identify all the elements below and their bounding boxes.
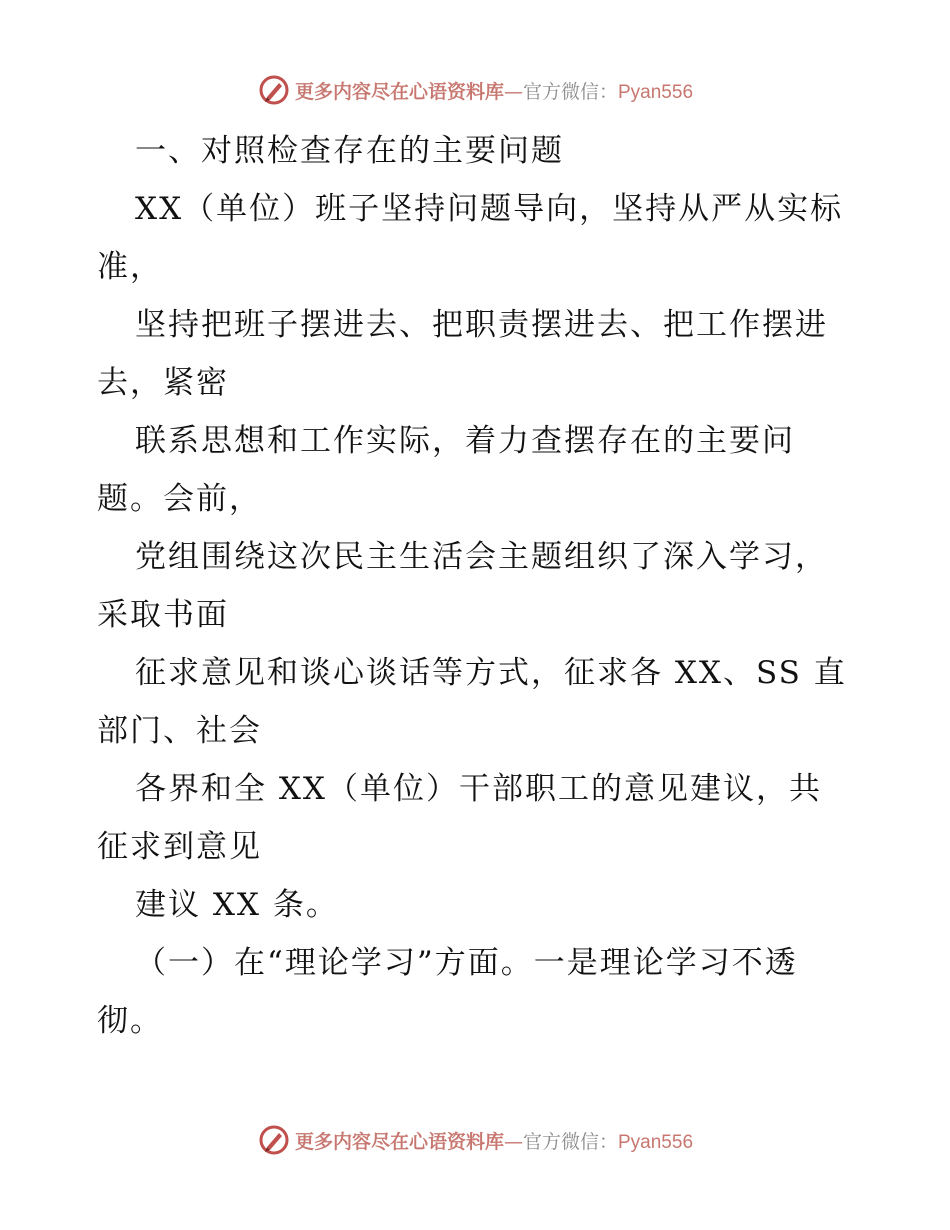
text-line: 一、对照检查存在的主要问题 (135, 133, 564, 169)
document-body (97, 122, 857, 1050)
text-line: 坚持把班子摆进去、把职责摆进去、把工作摆进 (135, 307, 828, 343)
watermark-main-text: 更多内容尽在心语资料库 (294, 1130, 504, 1153)
pen-logo-icon (257, 73, 291, 107)
watermark-dash: — (503, 1130, 523, 1153)
watermark-handle: Pyan556 (618, 1131, 694, 1153)
watermark-header (0, 70, 950, 110)
text-line: 联系思想和工作实际，着力查摆存在的主要问 (135, 423, 795, 459)
watermark-handle: Pyan556 (618, 81, 694, 103)
text-line: XX（单位）班子坚持问题导向，坚持从严从实标 (135, 191, 844, 227)
text-line: 建议 XX 条。 (135, 887, 339, 923)
text-line: 采取书面 (97, 597, 229, 633)
text-line: 去，紧密 (97, 365, 229, 401)
text-line: 彻。 (97, 1003, 163, 1039)
text-line: 部门、社会 (97, 713, 262, 749)
text-line: 党组围绕这次民主生活会主题组织了深入学习， (135, 539, 828, 575)
text-line: 征求到意见 (97, 829, 262, 865)
text-line: 题。会前， (97, 481, 262, 517)
text-line: 征求意见和谈心谈话等方式，征求各 XX、SS 直 (135, 655, 847, 691)
pen-logo-icon (257, 1123, 291, 1157)
text-line: 准， (97, 249, 163, 285)
watermark-main-text: 更多内容尽在心语资料库 (294, 80, 504, 103)
watermark-label: 官方微信： (522, 80, 618, 103)
watermark-dash: — (503, 80, 523, 103)
text-line: 各界和全 XX（单位）干部职工的意见建议，共 (135, 771, 822, 807)
watermark-label: 官方微信： (522, 1130, 618, 1153)
watermark-footer (0, 1120, 950, 1160)
text-line: （一）在“理论学习”方面。一是理论学习不透 (135, 945, 798, 981)
